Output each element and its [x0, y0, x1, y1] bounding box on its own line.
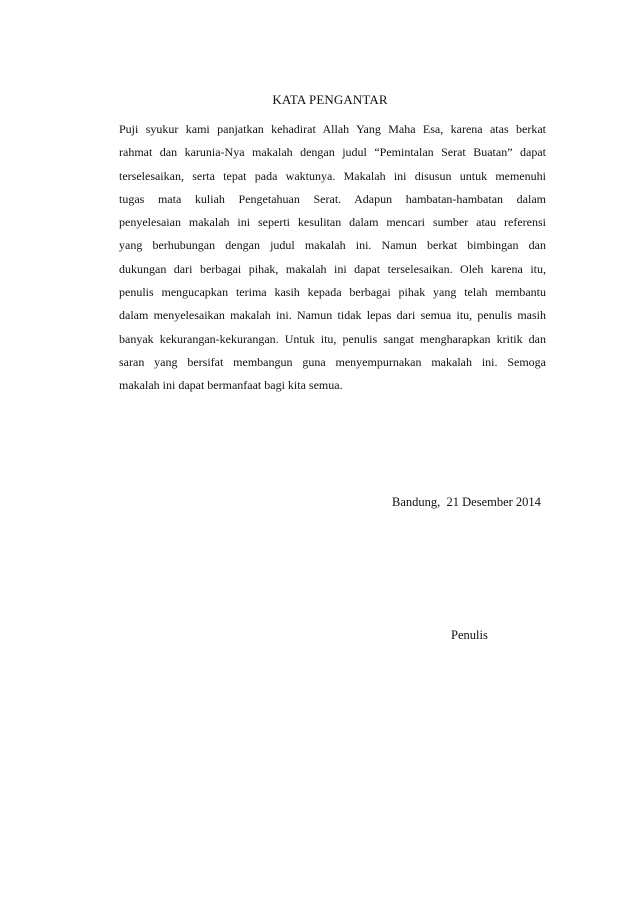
paragraph-line: yang berhubungan dengan judul makalah ini. Namun berkat bimbingan dan — [119, 238, 546, 253]
paragraph-line: dukungan dari berbagai pihak, makalah ini dapat terselesaikan. Oleh karena itu, — [119, 261, 546, 276]
paragraph-line: Puji syukur kami panjatkan kehadirat Allah Yang Maha Esa, karena atas berkat — [119, 122, 546, 136]
place-and-date: Bandung, 21 Desember 2014 — [392, 495, 541, 509]
paragraph-line: tugas mata kuliah Pengetahuan Serat. Adapun hambatan-hambatan dalam — [119, 191, 546, 206]
paragraph-line: banyak kekurangan-kekurangan. Untuk itu, penulis sangat mengharapkan kritik dan — [119, 331, 546, 346]
author-signature-label: Penulis — [451, 628, 488, 642]
document-title: KATA PENGANTAR — [272, 92, 388, 107]
paragraph-line: penyelesaian makalah ini seperti kesulitan dalam mencari sumber atau referensi — [119, 215, 546, 230]
paragraph-line: makalah ini dapat bermanfaat bagi kita semua. — [119, 378, 343, 393]
preface-paragraph — [119, 118, 546, 398]
paragraph-line: saran yang bersifat membangun guna menyempurnakan makalah ini. Semoga — [119, 354, 546, 369]
paragraph-line: dalam menyelesaikan makalah ini. Namun tidak lepas dari semua itu, penulis masih — [119, 308, 546, 323]
paragraph-line: penulis mengucapkan terima kasih kepada berbagai pihak yang telah membantu — [119, 285, 546, 300]
paragraph-line: terselesaikan, serta tepat pada waktunya. Makalah ini disusun untuk memenuhi — [119, 168, 546, 183]
paragraph-line: rahmat dan karunia-Nya makalah dengan judul “Pemintalan Serat Buatan” dapat — [119, 145, 546, 160]
